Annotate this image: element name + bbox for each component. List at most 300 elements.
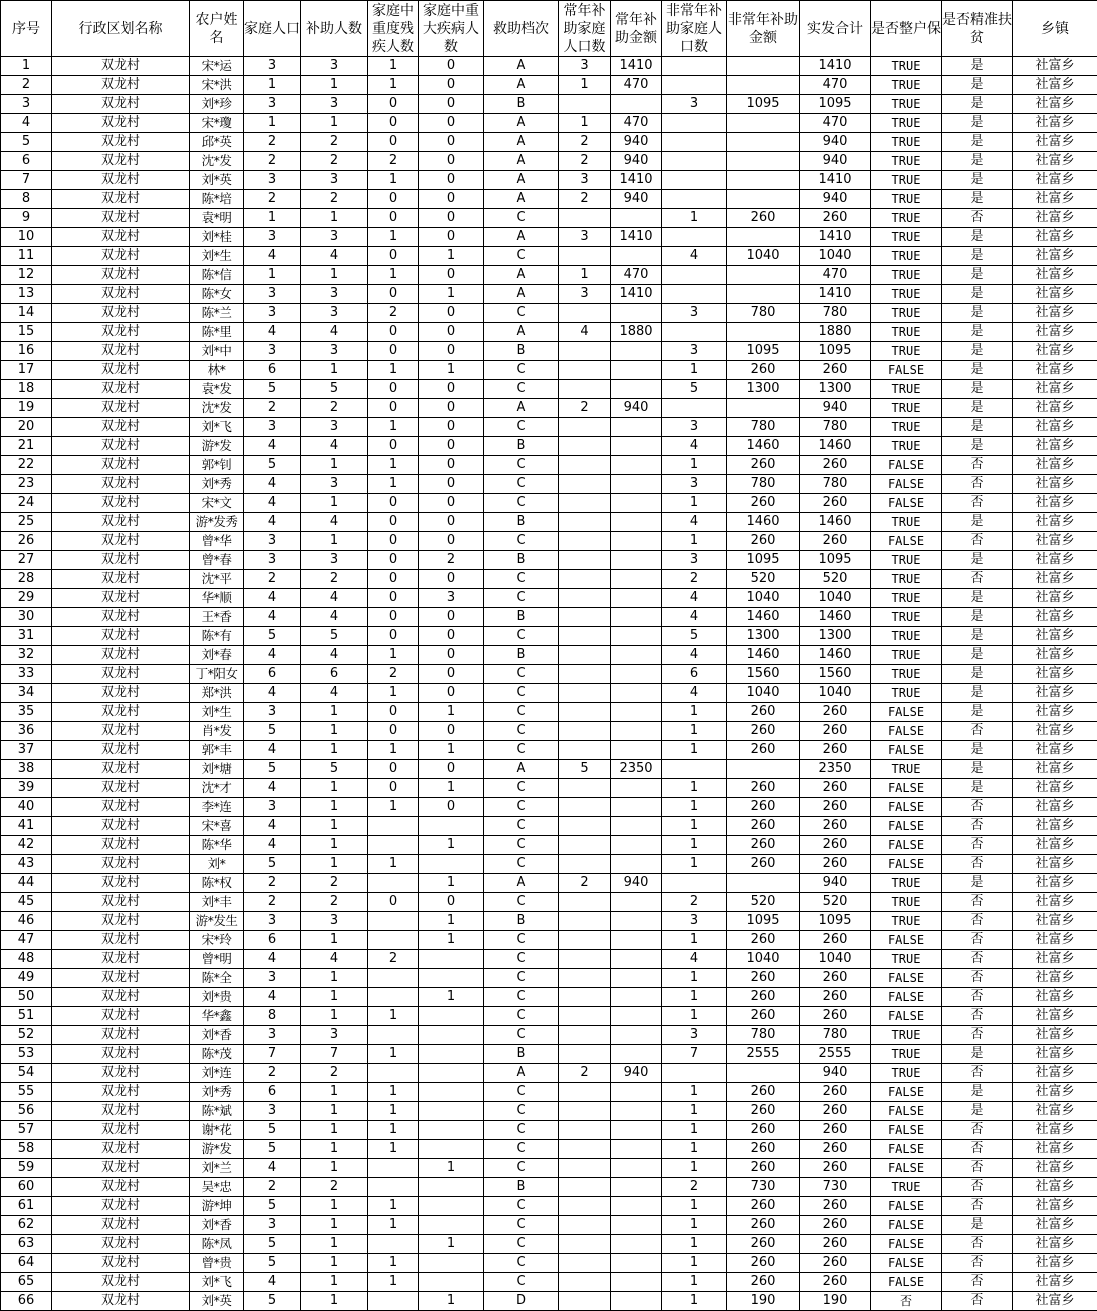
table-cell[interactable]: 1 bbox=[1, 57, 52, 76]
table-cell[interactable]: 2 bbox=[244, 1064, 301, 1083]
table-cell[interactable]: 双龙村 bbox=[52, 1292, 190, 1311]
table-cell[interactable] bbox=[419, 1102, 484, 1121]
table-cell[interactable]: 260 bbox=[727, 1102, 800, 1121]
table-cell[interactable]: 是 bbox=[942, 665, 1013, 684]
table-cell[interactable]: 33 bbox=[1, 665, 52, 684]
table-cell[interactable] bbox=[559, 1197, 611, 1216]
table-cell[interactable] bbox=[662, 285, 727, 304]
table-cell[interactable]: 陈*培 bbox=[190, 190, 244, 209]
table-cell[interactable]: 1 bbox=[662, 798, 727, 817]
table-cell[interactable] bbox=[611, 342, 662, 361]
table-cell[interactable]: 双龙村 bbox=[52, 1007, 190, 1026]
table-cell[interactable]: 0 bbox=[419, 171, 484, 190]
table-cell[interactable]: 4 bbox=[662, 646, 727, 665]
table-cell[interactable]: 0 bbox=[368, 627, 419, 646]
table-cell[interactable]: 双龙村 bbox=[52, 874, 190, 893]
table-cell[interactable]: TRUE bbox=[871, 893, 942, 912]
table-cell[interactable]: 社富乡 bbox=[1013, 494, 1097, 513]
table-cell[interactable]: C bbox=[484, 1102, 559, 1121]
table-cell[interactable]: 1 bbox=[368, 1140, 419, 1159]
table-cell[interactable] bbox=[662, 760, 727, 779]
table-cell[interactable] bbox=[611, 1026, 662, 1045]
table-cell[interactable]: 1 bbox=[368, 76, 419, 95]
table-cell[interactable]: 2 bbox=[301, 152, 368, 171]
table-cell[interactable]: 1 bbox=[662, 855, 727, 874]
table-cell[interactable]: 3 bbox=[301, 418, 368, 437]
table-cell[interactable] bbox=[611, 1178, 662, 1197]
table-cell[interactable]: 社富乡 bbox=[1013, 969, 1097, 988]
table-cell[interactable]: C bbox=[484, 931, 559, 950]
table-cell[interactable]: 4 bbox=[244, 1273, 301, 1292]
table-cell[interactable]: 郭*丰 bbox=[190, 741, 244, 760]
table-cell[interactable]: 陈*凤 bbox=[190, 1235, 244, 1254]
table-cell[interactable]: 是 bbox=[942, 1045, 1013, 1064]
table-cell[interactable]: 56 bbox=[1, 1102, 52, 1121]
table-cell[interactable]: 35 bbox=[1, 703, 52, 722]
table-cell[interactable] bbox=[611, 304, 662, 323]
table-cell[interactable]: 260 bbox=[727, 1083, 800, 1102]
table-cell[interactable] bbox=[611, 532, 662, 551]
table-cell[interactable]: 260 bbox=[800, 779, 871, 798]
table-cell[interactable] bbox=[727, 76, 800, 95]
table-cell[interactable] bbox=[662, 266, 727, 285]
column-header[interactable]: 家庭人口 bbox=[244, 1, 301, 57]
table-cell[interactable]: B bbox=[484, 1178, 559, 1197]
table-cell[interactable]: 1 bbox=[662, 1007, 727, 1026]
table-cell[interactable]: 社富乡 bbox=[1013, 855, 1097, 874]
table-cell[interactable]: 是 bbox=[942, 171, 1013, 190]
table-cell[interactable]: 刘*丰 bbox=[190, 893, 244, 912]
table-cell[interactable]: 陈*斌 bbox=[190, 1102, 244, 1121]
table-cell[interactable]: 双龙村 bbox=[52, 171, 190, 190]
table-cell[interactable]: 否 bbox=[942, 1273, 1013, 1292]
table-cell[interactable]: 3 bbox=[662, 912, 727, 931]
table-cell[interactable]: 刘*英 bbox=[190, 1292, 244, 1311]
table-cell[interactable] bbox=[611, 209, 662, 228]
table-cell[interactable]: 1 bbox=[419, 285, 484, 304]
table-cell[interactable] bbox=[559, 1045, 611, 1064]
table-cell[interactable]: 双龙村 bbox=[52, 1197, 190, 1216]
table-cell[interactable]: 双龙村 bbox=[52, 133, 190, 152]
table-cell[interactable] bbox=[727, 323, 800, 342]
table-cell[interactable]: 宋*运 bbox=[190, 57, 244, 76]
table-cell[interactable]: 5 bbox=[301, 627, 368, 646]
table-cell[interactable]: 3 bbox=[244, 171, 301, 190]
table-cell[interactable] bbox=[611, 589, 662, 608]
table-cell[interactable]: 曾*明 bbox=[190, 950, 244, 969]
table-cell[interactable]: 1 bbox=[301, 1273, 368, 1292]
table-cell[interactable]: 社富乡 bbox=[1013, 1083, 1097, 1102]
table-cell[interactable] bbox=[611, 475, 662, 494]
table-cell[interactable]: 刘*秀 bbox=[190, 475, 244, 494]
table-cell[interactable]: 社富乡 bbox=[1013, 551, 1097, 570]
table-cell[interactable]: 袁*明 bbox=[190, 209, 244, 228]
table-cell[interactable]: C bbox=[484, 570, 559, 589]
table-cell[interactable]: 双龙村 bbox=[52, 665, 190, 684]
table-cell[interactable]: 25 bbox=[1, 513, 52, 532]
table-cell[interactable]: 刘* bbox=[190, 855, 244, 874]
table-cell[interactable]: 4 bbox=[244, 247, 301, 266]
table-cell[interactable]: 曾*春 bbox=[190, 551, 244, 570]
table-cell[interactable]: 0 bbox=[368, 779, 419, 798]
table-cell[interactable]: 260 bbox=[727, 931, 800, 950]
table-cell[interactable]: 刘*春 bbox=[190, 646, 244, 665]
table-cell[interactable]: 2350 bbox=[611, 760, 662, 779]
table-cell[interactable]: 3 bbox=[559, 228, 611, 247]
table-cell[interactable]: 0 bbox=[419, 760, 484, 779]
table-cell[interactable]: 3 bbox=[301, 475, 368, 494]
table-cell[interactable] bbox=[559, 969, 611, 988]
table-cell[interactable]: TRUE bbox=[871, 684, 942, 703]
table-cell[interactable]: 0 bbox=[368, 247, 419, 266]
table-cell[interactable]: C bbox=[484, 1216, 559, 1235]
table-cell[interactable] bbox=[559, 1140, 611, 1159]
table-cell[interactable]: 0 bbox=[368, 380, 419, 399]
table-cell[interactable]: 780 bbox=[800, 304, 871, 323]
table-cell[interactable]: 55 bbox=[1, 1083, 52, 1102]
table-cell[interactable]: 社富乡 bbox=[1013, 608, 1097, 627]
table-cell[interactable]: B bbox=[484, 513, 559, 532]
table-cell[interactable]: 1 bbox=[301, 836, 368, 855]
table-cell[interactable]: 260 bbox=[800, 1007, 871, 1026]
table-cell[interactable]: 0 bbox=[419, 798, 484, 817]
table-cell[interactable]: 1410 bbox=[611, 57, 662, 76]
table-cell[interactable]: 1410 bbox=[800, 171, 871, 190]
table-cell[interactable]: 21 bbox=[1, 437, 52, 456]
table-cell[interactable]: 0 bbox=[368, 722, 419, 741]
table-cell[interactable]: 260 bbox=[800, 1083, 871, 1102]
table-cell[interactable]: 1880 bbox=[800, 323, 871, 342]
table-cell[interactable]: TRUE bbox=[871, 646, 942, 665]
table-cell[interactable]: 双龙村 bbox=[52, 988, 190, 1007]
table-cell[interactable]: 1 bbox=[301, 741, 368, 760]
table-cell[interactable]: 双龙村 bbox=[52, 380, 190, 399]
table-cell[interactable]: 1 bbox=[419, 931, 484, 950]
table-cell[interactable]: 社富乡 bbox=[1013, 570, 1097, 589]
table-cell[interactable]: 3 bbox=[244, 342, 301, 361]
table-cell[interactable]: 双龙村 bbox=[52, 456, 190, 475]
table-cell[interactable]: 1 bbox=[662, 494, 727, 513]
table-cell[interactable] bbox=[419, 1045, 484, 1064]
table-cell[interactable]: 社富乡 bbox=[1013, 931, 1097, 950]
table-cell[interactable]: 双龙村 bbox=[52, 1064, 190, 1083]
table-cell[interactable]: 1 bbox=[244, 266, 301, 285]
table-cell[interactable]: 0 bbox=[419, 627, 484, 646]
table-cell[interactable] bbox=[611, 798, 662, 817]
table-cell[interactable]: 5 bbox=[244, 380, 301, 399]
table-cell[interactable] bbox=[662, 1064, 727, 1083]
table-cell[interactable]: 1095 bbox=[800, 551, 871, 570]
table-cell[interactable]: 刘*连 bbox=[190, 1064, 244, 1083]
table-cell[interactable]: 2 bbox=[244, 570, 301, 589]
table-cell[interactable]: 260 bbox=[727, 988, 800, 1007]
table-cell[interactable]: 4 bbox=[662, 247, 727, 266]
table-cell[interactable]: 260 bbox=[800, 1197, 871, 1216]
table-cell[interactable]: 1040 bbox=[800, 684, 871, 703]
table-cell[interactable]: 社富乡 bbox=[1013, 76, 1097, 95]
table-cell[interactable]: 双龙村 bbox=[52, 76, 190, 95]
table-cell[interactable]: 3 bbox=[301, 57, 368, 76]
column-header[interactable]: 救助档次 bbox=[484, 1, 559, 57]
table-cell[interactable]: 否 bbox=[942, 798, 1013, 817]
table-cell[interactable] bbox=[611, 703, 662, 722]
table-cell[interactable]: 是 bbox=[942, 304, 1013, 323]
table-cell[interactable] bbox=[662, 133, 727, 152]
table-cell[interactable]: 社富乡 bbox=[1013, 627, 1097, 646]
table-cell[interactable]: 260 bbox=[800, 1273, 871, 1292]
table-cell[interactable]: 1 bbox=[662, 722, 727, 741]
column-header[interactable]: 是否精准扶贫 bbox=[942, 1, 1013, 57]
table-cell[interactable]: 3 bbox=[301, 342, 368, 361]
table-cell[interactable]: 190 bbox=[800, 1292, 871, 1311]
table-cell[interactable]: 否 bbox=[942, 456, 1013, 475]
table-cell[interactable]: 7 bbox=[244, 1045, 301, 1064]
table-cell[interactable]: 是 bbox=[942, 380, 1013, 399]
table-cell[interactable]: 1 bbox=[419, 988, 484, 1007]
table-cell[interactable]: 3 bbox=[662, 342, 727, 361]
table-cell[interactable]: 5 bbox=[244, 1235, 301, 1254]
table-cell[interactable]: 1 bbox=[368, 798, 419, 817]
table-cell[interactable]: 否 bbox=[942, 209, 1013, 228]
table-cell[interactable]: 260 bbox=[800, 1254, 871, 1273]
table-cell[interactable]: 社富乡 bbox=[1013, 209, 1097, 228]
table-cell[interactable]: 260 bbox=[800, 988, 871, 1007]
table-cell[interactable]: 1 bbox=[662, 532, 727, 551]
table-cell[interactable]: 470 bbox=[611, 266, 662, 285]
table-cell[interactable] bbox=[611, 494, 662, 513]
table-cell[interactable]: C bbox=[484, 969, 559, 988]
table-cell[interactable] bbox=[611, 95, 662, 114]
table-cell[interactable] bbox=[611, 646, 662, 665]
table-cell[interactable]: 260 bbox=[727, 779, 800, 798]
table-cell[interactable]: 4 bbox=[301, 589, 368, 608]
table-cell[interactable]: 双龙村 bbox=[52, 285, 190, 304]
table-cell[interactable]: 1 bbox=[301, 1159, 368, 1178]
table-cell[interactable] bbox=[611, 247, 662, 266]
table-cell[interactable]: 是 bbox=[942, 684, 1013, 703]
table-cell[interactable]: 双龙村 bbox=[52, 399, 190, 418]
table-cell[interactable] bbox=[727, 57, 800, 76]
table-cell[interactable]: 14 bbox=[1, 304, 52, 323]
table-cell[interactable]: 双龙村 bbox=[52, 931, 190, 950]
table-cell[interactable]: 260 bbox=[727, 969, 800, 988]
table-cell[interactable]: 林* bbox=[190, 361, 244, 380]
table-cell[interactable]: A bbox=[484, 190, 559, 209]
table-cell[interactable]: 30 bbox=[1, 608, 52, 627]
table-cell[interactable]: 4 bbox=[244, 741, 301, 760]
table-cell[interactable]: 780 bbox=[727, 1026, 800, 1045]
table-cell[interactable]: 1 bbox=[301, 779, 368, 798]
table-cell[interactable]: 双龙村 bbox=[52, 950, 190, 969]
table-cell[interactable]: C bbox=[484, 988, 559, 1007]
table-cell[interactable]: 2555 bbox=[800, 1045, 871, 1064]
table-cell[interactable]: TRUE bbox=[871, 874, 942, 893]
table-cell[interactable]: 260 bbox=[727, 836, 800, 855]
column-header[interactable]: 非常年补助金额 bbox=[727, 1, 800, 57]
table-cell[interactable]: 社富乡 bbox=[1013, 684, 1097, 703]
table-cell[interactable]: 1 bbox=[662, 969, 727, 988]
table-cell[interactable]: 4 bbox=[244, 475, 301, 494]
table-cell[interactable]: 4 bbox=[244, 950, 301, 969]
table-cell[interactable]: C bbox=[484, 532, 559, 551]
table-cell[interactable]: 470 bbox=[611, 76, 662, 95]
column-header[interactable]: 家庭中重度残疾人数 bbox=[368, 1, 419, 57]
table-cell[interactable]: 双龙村 bbox=[52, 1026, 190, 1045]
table-cell[interactable] bbox=[368, 969, 419, 988]
table-cell[interactable]: TRUE bbox=[871, 912, 942, 931]
table-cell[interactable]: 社富乡 bbox=[1013, 893, 1097, 912]
table-cell[interactable]: 4 bbox=[244, 817, 301, 836]
table-cell[interactable]: 5 bbox=[559, 760, 611, 779]
table-cell[interactable]: TRUE bbox=[871, 190, 942, 209]
table-cell[interactable]: 邱*英 bbox=[190, 133, 244, 152]
table-cell[interactable]: 陈*全 bbox=[190, 969, 244, 988]
table-cell[interactable]: 2 bbox=[301, 399, 368, 418]
table-cell[interactable] bbox=[662, 874, 727, 893]
table-cell[interactable]: 1460 bbox=[800, 513, 871, 532]
table-cell[interactable]: 780 bbox=[800, 1026, 871, 1045]
table-cell[interactable]: 31 bbox=[1, 627, 52, 646]
table-cell[interactable]: 260 bbox=[727, 798, 800, 817]
table-cell[interactable]: 1 bbox=[662, 1083, 727, 1102]
table-cell[interactable]: 4 bbox=[662, 684, 727, 703]
table-cell[interactable] bbox=[368, 912, 419, 931]
table-cell[interactable]: 1 bbox=[419, 247, 484, 266]
table-cell[interactable]: 否 bbox=[942, 931, 1013, 950]
table-cell[interactable]: A bbox=[484, 152, 559, 171]
table-cell[interactable]: 沈*才 bbox=[190, 779, 244, 798]
table-cell[interactable]: 是 bbox=[942, 266, 1013, 285]
table-cell[interactable]: 6 bbox=[244, 931, 301, 950]
table-cell[interactable] bbox=[559, 589, 611, 608]
table-cell[interactable]: A bbox=[484, 228, 559, 247]
table-cell[interactable]: C bbox=[484, 665, 559, 684]
table-cell[interactable] bbox=[727, 133, 800, 152]
table-cell[interactable]: 1 bbox=[419, 703, 484, 722]
table-cell[interactable]: A bbox=[484, 133, 559, 152]
table-cell[interactable]: 1 bbox=[368, 57, 419, 76]
table-cell[interactable] bbox=[559, 494, 611, 513]
table-cell[interactable] bbox=[611, 1102, 662, 1121]
table-cell[interactable]: 0 bbox=[419, 114, 484, 133]
table-cell[interactable]: 1 bbox=[662, 1102, 727, 1121]
table-cell[interactable]: 3 bbox=[244, 798, 301, 817]
table-cell[interactable]: 260 bbox=[800, 855, 871, 874]
table-cell[interactable]: A bbox=[484, 114, 559, 133]
table-cell[interactable]: FALSE bbox=[871, 532, 942, 551]
table-cell[interactable]: 否 bbox=[942, 532, 1013, 551]
table-cell[interactable]: 1410 bbox=[611, 228, 662, 247]
table-cell[interactable]: B bbox=[484, 1045, 559, 1064]
table-cell[interactable]: 0 bbox=[419, 342, 484, 361]
table-cell[interactable]: 22 bbox=[1, 456, 52, 475]
table-cell[interactable]: 社富乡 bbox=[1013, 836, 1097, 855]
table-cell[interactable]: 16 bbox=[1, 342, 52, 361]
table-cell[interactable]: 4 bbox=[244, 589, 301, 608]
table-cell[interactable]: FALSE bbox=[871, 798, 942, 817]
table-cell[interactable]: 双龙村 bbox=[52, 437, 190, 456]
table-cell[interactable]: 5 bbox=[244, 1292, 301, 1311]
table-cell[interactable]: 3 bbox=[662, 551, 727, 570]
table-cell[interactable]: 社富乡 bbox=[1013, 912, 1097, 931]
table-cell[interactable]: 1 bbox=[244, 76, 301, 95]
table-cell[interactable]: 刘*桂 bbox=[190, 228, 244, 247]
table-cell[interactable]: FALSE bbox=[871, 741, 942, 760]
table-cell[interactable]: 1 bbox=[559, 114, 611, 133]
table-cell[interactable]: 1 bbox=[662, 988, 727, 1007]
table-cell[interactable]: 双龙村 bbox=[52, 190, 190, 209]
table-cell[interactable]: 2 bbox=[662, 893, 727, 912]
table-cell[interactable]: 是 bbox=[942, 779, 1013, 798]
table-cell[interactable]: 5 bbox=[662, 627, 727, 646]
table-cell[interactable]: 3 bbox=[244, 228, 301, 247]
table-cell[interactable]: 4 bbox=[244, 836, 301, 855]
table-cell[interactable]: 双龙村 bbox=[52, 1140, 190, 1159]
table-cell[interactable]: 1 bbox=[301, 1216, 368, 1235]
table-cell[interactable]: 260 bbox=[800, 209, 871, 228]
table-cell[interactable]: 17 bbox=[1, 361, 52, 380]
table-cell[interactable]: 宋*瓊 bbox=[190, 114, 244, 133]
table-cell[interactable]: 双龙村 bbox=[52, 703, 190, 722]
table-cell[interactable]: 社富乡 bbox=[1013, 760, 1097, 779]
table-cell[interactable] bbox=[611, 380, 662, 399]
table-cell[interactable]: 刘*香 bbox=[190, 1026, 244, 1045]
table-cell[interactable]: 是 bbox=[942, 513, 1013, 532]
table-cell[interactable]: 0 bbox=[419, 95, 484, 114]
table-cell[interactable]: 260 bbox=[727, 1159, 800, 1178]
table-cell[interactable]: C bbox=[484, 589, 559, 608]
table-cell[interactable]: 否 bbox=[942, 1235, 1013, 1254]
table-cell[interactable]: 19 bbox=[1, 399, 52, 418]
table-cell[interactable]: 否 bbox=[942, 722, 1013, 741]
table-cell[interactable]: 260 bbox=[800, 1235, 871, 1254]
table-cell[interactable]: 2 bbox=[301, 893, 368, 912]
table-cell[interactable] bbox=[727, 285, 800, 304]
table-cell[interactable]: 是 bbox=[942, 589, 1013, 608]
table-cell[interactable]: 社富乡 bbox=[1013, 589, 1097, 608]
table-cell[interactable] bbox=[419, 817, 484, 836]
table-cell[interactable]: 社富乡 bbox=[1013, 1254, 1097, 1273]
table-cell[interactable]: 3 bbox=[301, 912, 368, 931]
table-cell[interactable]: 2 bbox=[244, 133, 301, 152]
table-cell[interactable]: 3 bbox=[244, 304, 301, 323]
table-cell[interactable]: 1460 bbox=[800, 608, 871, 627]
table-cell[interactable]: 社富乡 bbox=[1013, 361, 1097, 380]
table-cell[interactable]: 260 bbox=[727, 855, 800, 874]
table-cell[interactable]: 1 bbox=[368, 1102, 419, 1121]
table-cell[interactable]: 260 bbox=[727, 1121, 800, 1140]
table-cell[interactable]: 2 bbox=[1, 76, 52, 95]
table-cell[interactable]: 社富乡 bbox=[1013, 95, 1097, 114]
column-header[interactable]: 序号 bbox=[1, 1, 52, 57]
table-cell[interactable]: 宋*洪 bbox=[190, 76, 244, 95]
table-cell[interactable]: 2 bbox=[419, 551, 484, 570]
table-cell[interactable]: 4 bbox=[1, 114, 52, 133]
table-cell[interactable]: 0 bbox=[419, 494, 484, 513]
table-cell[interactable]: 否 bbox=[942, 1121, 1013, 1140]
table-cell[interactable]: 双龙村 bbox=[52, 627, 190, 646]
table-cell[interactable]: 730 bbox=[800, 1178, 871, 1197]
table-cell[interactable]: 0 bbox=[368, 608, 419, 627]
table-cell[interactable]: 曾*贵 bbox=[190, 1254, 244, 1273]
table-cell[interactable]: TRUE bbox=[871, 304, 942, 323]
table-cell[interactable]: 双龙村 bbox=[52, 247, 190, 266]
table-cell[interactable]: 1095 bbox=[800, 95, 871, 114]
table-cell[interactable]: 1 bbox=[244, 209, 301, 228]
table-cell[interactable]: 社富乡 bbox=[1013, 190, 1097, 209]
table-cell[interactable]: 社富乡 bbox=[1013, 1007, 1097, 1026]
table-cell[interactable]: 1 bbox=[662, 1216, 727, 1235]
